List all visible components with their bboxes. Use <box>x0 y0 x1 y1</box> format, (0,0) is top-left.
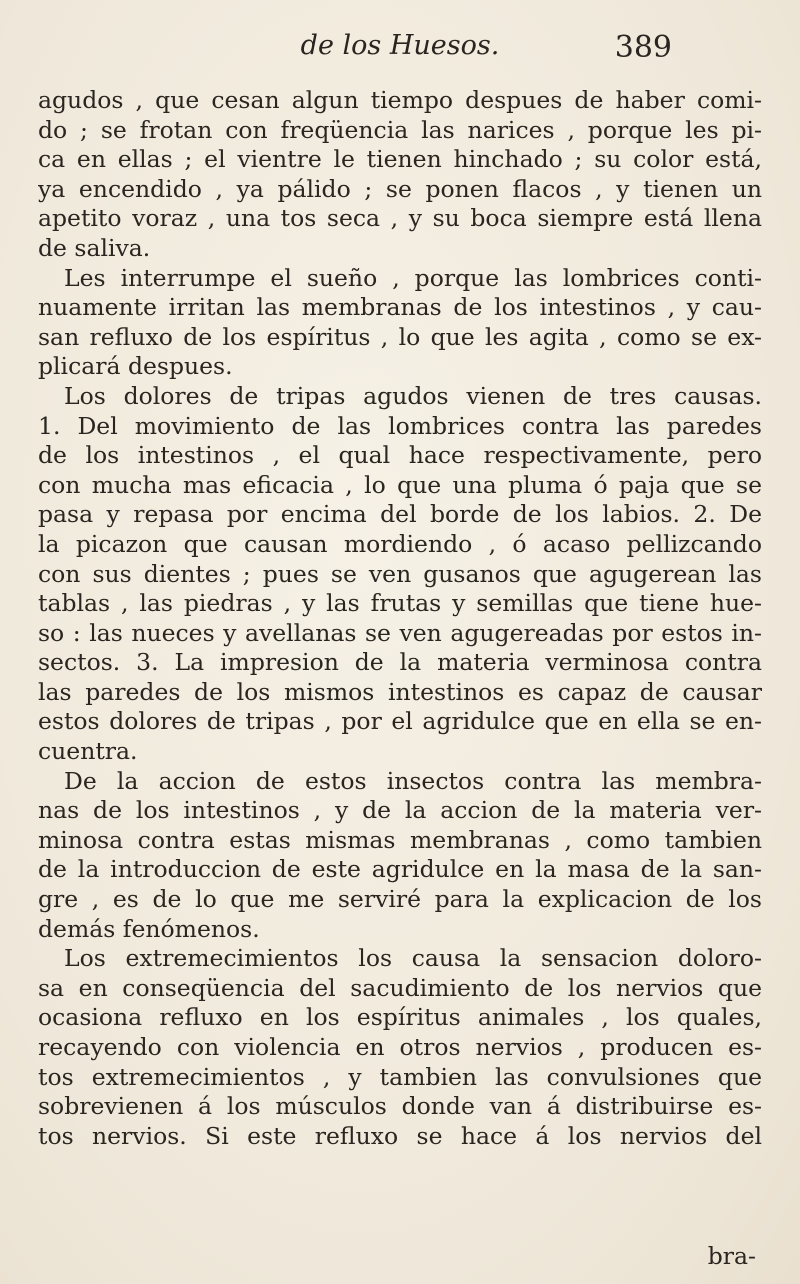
paragraph-2 <box>38 264 762 382</box>
text-line: nas de los intestinos , y de la accion de la materia ver- <box>38 796 762 825</box>
paragraph-5 <box>38 944 762 1151</box>
catchword: bra- <box>707 1242 756 1270</box>
text-line: ocasiona refluxo en los espíritus animales , los quales, <box>38 1003 762 1032</box>
text-line: de saliva. <box>38 233 151 262</box>
text-line: tos nervios. Si este refluxo se hace á los nervios del <box>38 1121 762 1150</box>
text-line: plicará despues. <box>38 352 233 381</box>
text-line: Los dolores de tripas agudos vienen de tres causas. <box>64 381 762 410</box>
text-line: apetito voraz , una tos seca , y su boca siempre está llena <box>38 204 762 233</box>
text-line: do ; se frotan con freqüencia las narices , porque les pi- <box>38 115 762 144</box>
text-line: Los extremecimientos los causa la sensacion doloro- <box>64 944 762 973</box>
body-text <box>38 86 762 1151</box>
text-line: ya encendido , ya pálido ; se ponen flacos , y tienen un <box>38 174 762 203</box>
text-line: demás fenómenos. <box>38 914 260 943</box>
text-line: estos dolores de tripas , por el agridulce que en ella se en- <box>38 707 762 736</box>
text-line: recayendo con violencia en otros nervios , producen es- <box>38 1033 762 1061</box>
text-line: 1. Del movimiento de las lombrices contra las paredes <box>38 411 762 440</box>
text-line: De la accion de estos insectos contra las membra- <box>64 766 762 795</box>
paragraph-1 <box>38 86 762 264</box>
text-line: san refluxo de los espíritus , lo que les agita , como se ex- <box>38 322 762 351</box>
page-number: 389 <box>614 30 672 65</box>
running-title: de los Huesos. <box>300 30 500 61</box>
text-line: minosa contra estas mismas membranas , como tambien <box>38 825 762 854</box>
text-line: Les interrumpe el sueño , porque las lombrices conti- <box>64 263 762 292</box>
text-line: de la introduccion de este agridulce en la masa de la san- <box>38 855 762 884</box>
text-line: cuentra. <box>38 737 138 766</box>
text-line: tablas , las piedras , y las frutas y semillas que tiene hue- <box>38 589 762 618</box>
paragraph-3 <box>38 382 762 767</box>
text-line: agudos , que cesan algun tiempo despues de haber comi- <box>38 86 762 114</box>
text-line: las paredes de los mismos intestinos es capaz de causar <box>38 677 762 706</box>
paragraph-4 <box>38 767 762 945</box>
text-line: sa en conseqüencia del sacudimiento de los nervios que <box>38 973 762 1002</box>
text-line: gre , es de lo que me serviré para la explicacion de los <box>38 885 762 914</box>
text-line: con sus dientes ; pues se ven gusanos que agugerean las <box>38 559 762 588</box>
text-line: tos extremecimientos , y tambien las convulsiones que <box>38 1062 762 1091</box>
text-line: de los intestinos , el qual hace respectivamente, pero <box>38 441 762 470</box>
text-line: sobrevienen á los músculos donde van á distribuirse es- <box>38 1092 762 1121</box>
text-line: la picazon que causan mordiendo , ó acaso pellizcando <box>38 529 762 558</box>
running-head <box>0 30 800 70</box>
text-line: con mucha mas eficacia , lo que una pluma ó paja que se <box>38 470 762 499</box>
text-line: ca en ellas ; el vientre le tienen hinchado ; su color está, <box>38 145 762 174</box>
text-line: sectos. 3. La impresion de la materia verminosa contra <box>38 648 762 677</box>
text-line: so : las nueces y avellanas se ven agugereadas por estos in- <box>38 618 762 647</box>
text-line: pasa y repasa por encima del borde de los labios. 2. De <box>38 500 762 529</box>
text-line: nuamente irritan las membranas de los intestinos , y cau- <box>38 293 762 322</box>
